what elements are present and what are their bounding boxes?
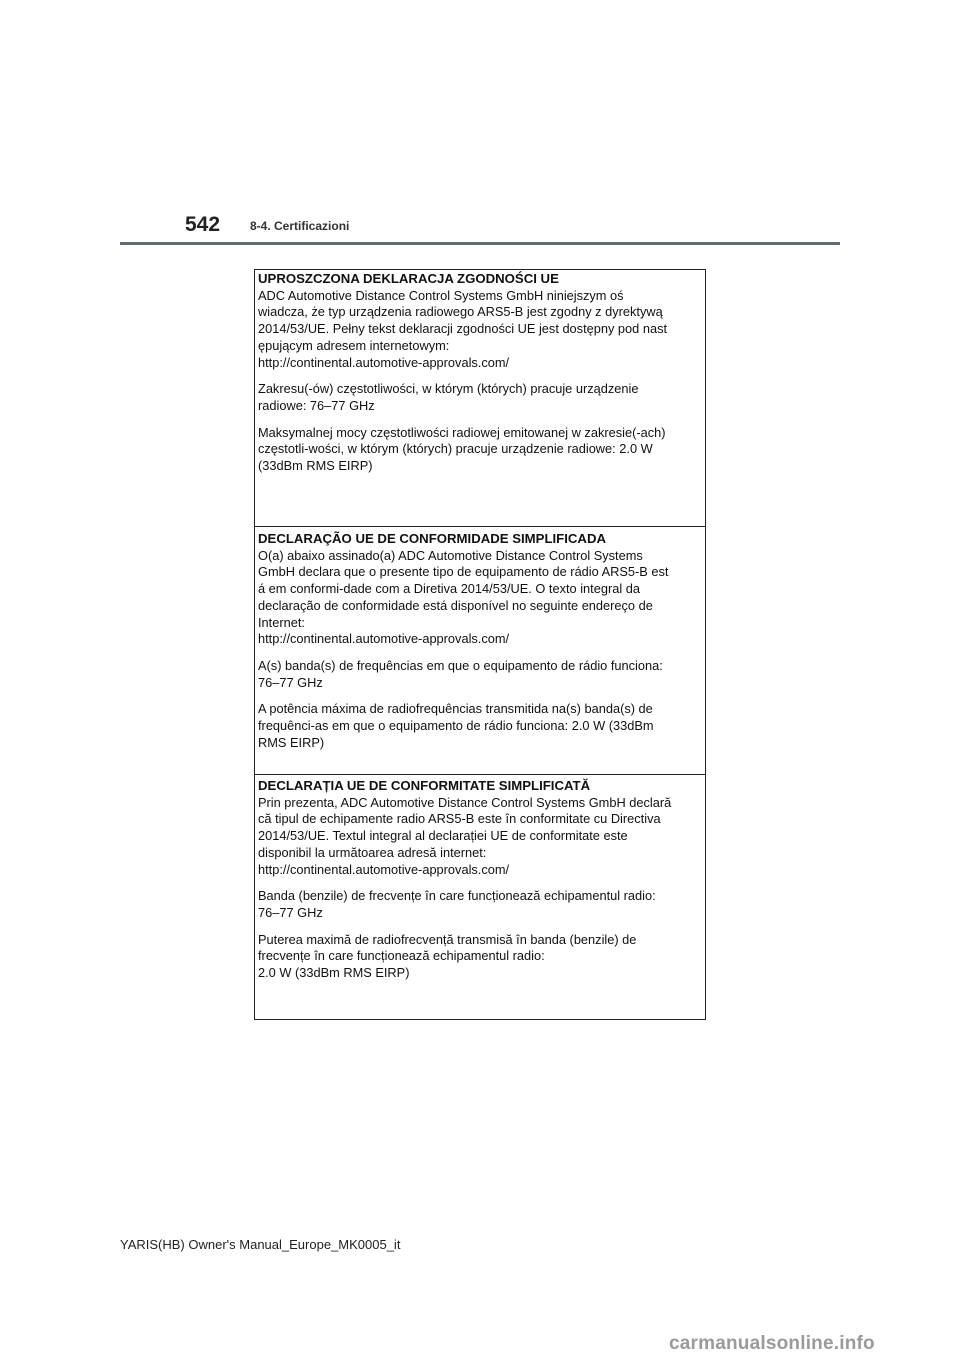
declaration-paragraph: Puterea maximă de radiofrecvență transmisă în banda (benzile) de frecvențe în care funcționează echipamentul radio: 2.0 W (33dBm RMS EIRP) xyxy=(258,931,637,981)
page-number: 542 xyxy=(185,213,221,236)
section-title: 8-4. Certificazioni xyxy=(250,219,350,233)
declaration-paragraph: Maksymalnej mocy częstotliwości radiowej emitowanej w zakresie(-ach) częstotli-wości, w którym (których) pracuje urządzenie radiowe: 2.0 W (33dBm RMS EIRP) xyxy=(258,424,666,474)
declaration-paragraph: A(s) banda(s) de frequências em que o equipamento de rádio funciona: 76–77 GHz xyxy=(258,657,663,690)
watermark: carmanualsonline.info xyxy=(669,1333,875,1354)
declaration-paragraph: A potência máxima de radiofrequências transmitida na(s) banda(s) de frequênci-as em que o equipamento de rádio funciona: 2.0 W (33dBm RMS EIRP) xyxy=(258,701,654,750)
declaration-paragraph: Prin prezenta, ADC Automotive Distance Control Systems GmbH declară că tipul de echipamente radio ARS5-B este în conformitate cu Directiva 2014/53/UE. Textul integral al declarației UE de conformitate este disponibil la următoarea adresă internet: http://continental.automotive-approvals.com/ xyxy=(258,794,672,877)
header-rule xyxy=(120,242,840,245)
declaration-paragraph: Zakresu(-ów) częstotliwości, w którym (których) pracuje urządzenie radiowe: 76–77 GHz xyxy=(258,381,639,413)
declaration-box xyxy=(254,269,706,1020)
declaration-paragraph: ADC Automotive Distance Control Systems GmbH niniejszym oś wiadcza, że typ urządzenia radiowego ARS5-B jest zgodny z dyrektywą 2014/53/UE. Pełny tekst deklaracji zgodności UE jest dostępny pod nast ępującym adresem internetowym: http://continental.automotive-approvals.com/ xyxy=(258,287,668,370)
declaration-romanian xyxy=(255,774,705,1018)
footer-manual-id: YARIS(HB) Owner's Manual_Europe_MK0005_it xyxy=(120,1237,401,1252)
declaration-paragraph: O(a) abaixo assinado(a) ADC Automotive Distance Control Systems GmbH declara que o presente tipo de equipamento de rádio ARS5-B est á em conformi-dade com a Diretiva 2014/53/UE. O texto integral da declaração de conformidade está disponível no seguinte endereço de Internet: http://continental.automotive-approvals.com/ xyxy=(258,547,669,647)
declaration-polish xyxy=(255,270,705,526)
declaration-heading: DECLARAȚIA UE DE CONFORMITATE SIMPLIFICATĂ xyxy=(258,778,591,793)
declaration-portuguese xyxy=(255,526,705,774)
declaration-heading: UPROSZCZONA DEKLARACJA ZGODNOŚCI UE xyxy=(258,271,559,286)
declaration-paragraph: Banda (benzile) de frecvențe în care funcționează echipamentul radio: 76–77 GHz xyxy=(258,888,656,920)
declaration-heading: DECLARAÇÃO UE DE CONFORMIDADE SIMPLIFICADA xyxy=(258,531,607,546)
